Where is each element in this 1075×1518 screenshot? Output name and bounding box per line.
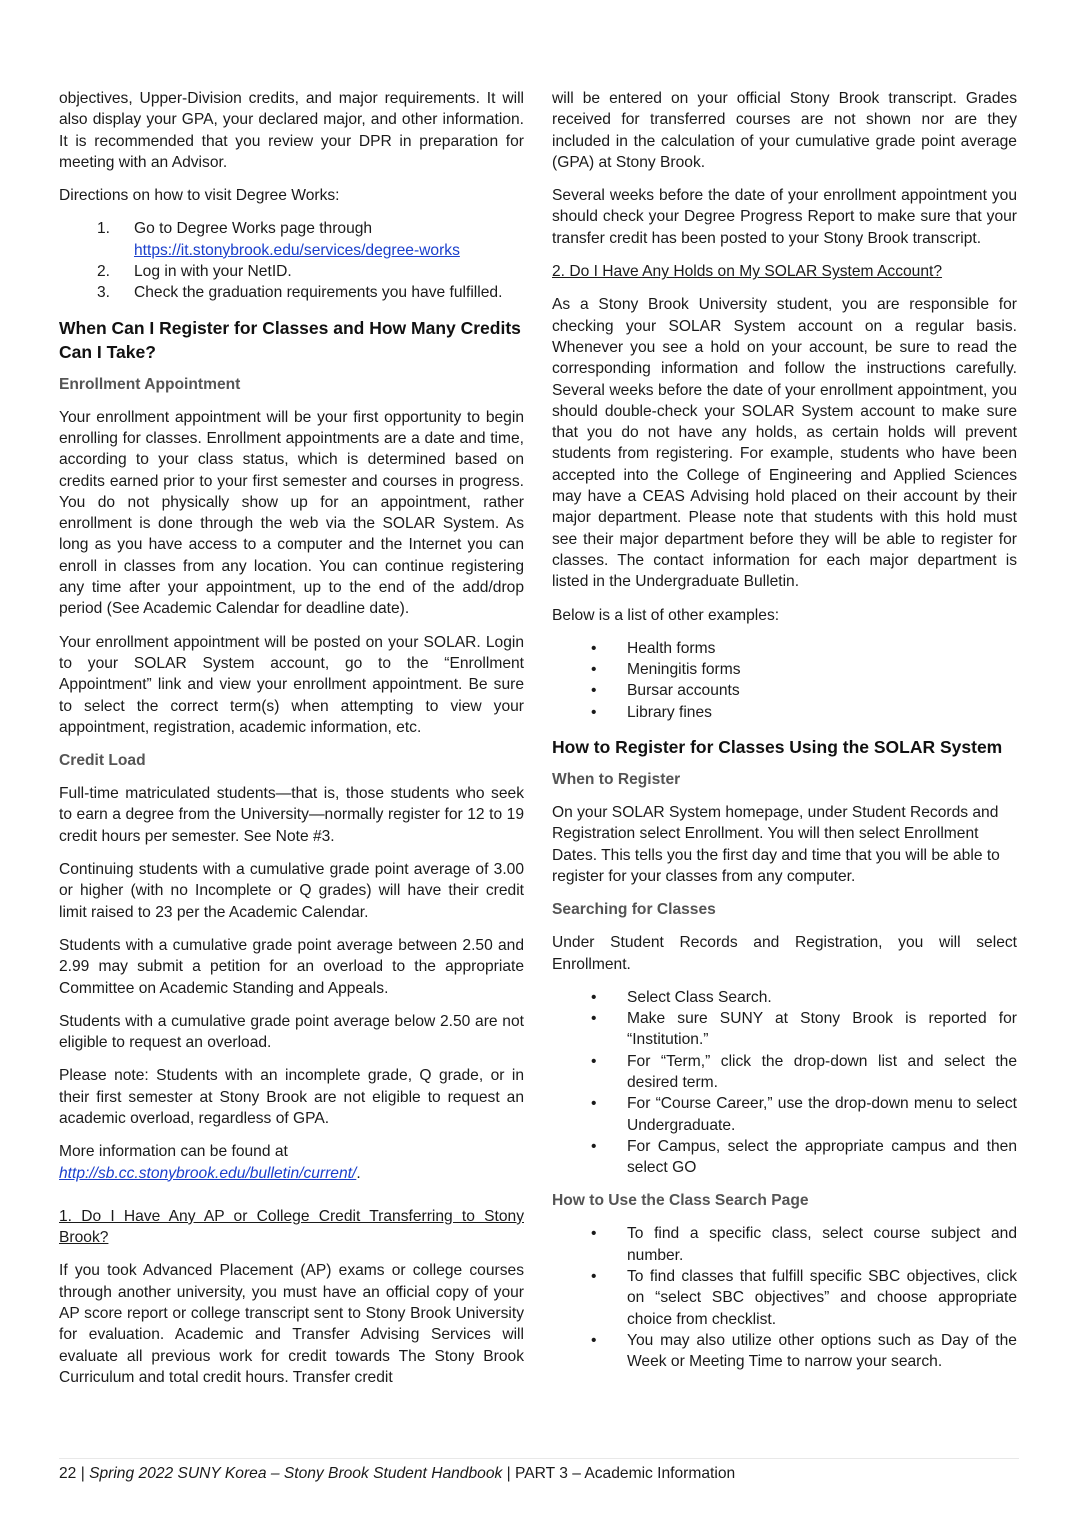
bullet-icon: • (591, 1225, 597, 1243)
list-item (552, 680, 1017, 701)
degree-works-link[interactable]: https://it.stonybrook.edu/services/degree-works (134, 241, 460, 259)
list-item-text: Bursar accounts (627, 682, 740, 700)
searching-classes-paragraph: Under Student Records and Registration, you will select Enrollment. (552, 934, 1017, 973)
ap-credit-heading: 1. Do I Have Any AP or College Credit Transferring to Stony Brook? (59, 1207, 524, 1247)
list-item-text: Select Class Search. (627, 988, 772, 1006)
ap-credit-paragraph: If you took Advanced Placement (AP) exams or college courses through another university, you must have an official copy of your AP score report or college transcript sent to Stony Brook University for evaluation. Academic and Transfer Advising Services will evaluate all previous work for credit towards The Stony Brook Curriculum and total credit hours. Transfer credit (59, 1262, 524, 1386)
bullet-icon: • (591, 1268, 597, 1286)
register-heading: When Can I Register for Classes and How Many Credits Can I Take? (59, 317, 521, 362)
bullet-icon: • (591, 639, 597, 657)
list-item (552, 1093, 1017, 1136)
handbook-title: Spring 2022 SUNY Korea – Stony Brook Student Handbook (89, 1465, 503, 1482)
credit-paragraph-4: Students with a cumulative grade point average below 2.50 are not eligible to request an overload. (59, 1012, 524, 1052)
page-footer (59, 1458, 1019, 1484)
page-number: 22 (59, 1465, 77, 1482)
more-info-text: More information can be found at (59, 1143, 288, 1161)
degree-works-directions: Directions on how to visit Degree Works: (59, 187, 340, 205)
dpr-check-paragraph: Several weeks before the date of your enrollment appointment you should check your Degree Progress Report to make sure that your transfer credit has been posted to your Stony Brook transcript. (552, 187, 1017, 247)
step-text: Go to Degree Works page through (134, 220, 373, 238)
holds-heading: 2. Do I Have Any Holds on My SOLAR System Account? (552, 263, 943, 281)
bullet-icon: • (591, 1095, 597, 1113)
left-column (59, 88, 524, 1400)
credit-paragraph-1: Full-time matriculated students—that is, those students who seek to earn a degree from the University—normally register for 12 to 19 credit hours per semester. See Note #3. (59, 785, 524, 845)
list-item (552, 659, 1017, 680)
step-text: Check the graduation requirements you have fulfilled. (134, 284, 503, 302)
list-item (552, 702, 1017, 723)
dpr-paragraph: objectives, Upper-Division credits, and major requirements. It will also display your GPA, your declared major, and other information. It is recommended that you review your DPR in preparation for meeting with an Advisor. (59, 90, 524, 171)
list-item-text: To find classes that fulfill specific SBC objectives, click on “select SBC objectives” and choose appropriate choice from checklist. (627, 1268, 1017, 1328)
bullet-icon: • (591, 661, 597, 679)
list-item-text: For Campus, select the appropriate campus and then select GO (627, 1137, 1017, 1177)
class-search-page-heading: How to Use the Class Search Page (552, 1192, 809, 1210)
list-item (552, 987, 1017, 1008)
enrollment-paragraph-1: Your enrollment appointment will be your first opportunity to begin enrolling for classes. Enrollment appointments are a date and time, according to your class status, which is determined based on credits earned prior to your first semester and courses in progress. You do not physically show up for an appointment, rather enrollment is done through the web via the SOLAR System. As long as you have access to a computer and the Internet you can enroll in classes from any location. You can continue registering any time after your appointment, up to the end of the add/drop period (See Academic Calendar for deadline date). (59, 408, 524, 618)
footer-separator: | (502, 1465, 516, 1482)
holds-paragraph: As a Stony Brook University student, you are responsible for checking your SOLAR System account on a regular basis. Whenever you see a hold on your account, be sure to read the corresponding information and follow the instructions carefully. Several weeks before the date of your enrollment appointment, you should double-check your SOLAR System account to make sure that you do not have any holds, as certain holds will prevent students from registering. For example, students who have been accepted into the College of Engineering and Applied Sciences may have a CEAS Advising hold placed on their account by their major department. Please note that students with this hold must see their major department before they will be able to register for classes. The contact information for each major department is listed in the Undergraduate Bulletin. (552, 296, 1017, 591)
more-info-paragraph (59, 1141, 524, 1184)
solar-register-heading: How to Register for Classes Using the SOLAR System (552, 737, 1003, 758)
list-item (552, 638, 1017, 659)
when-to-register-heading: When to Register (552, 771, 681, 789)
list-item (552, 1330, 1017, 1373)
searching-classes-heading: Searching for Classes (552, 901, 716, 919)
examples-intro: Below is a list of other examples: (552, 606, 780, 624)
bullet-icon: • (591, 1010, 597, 1028)
when-to-register-paragraph: On your SOLAR System homepage, under Student Records and Registration select Enrollment. You will then select Enrollment Dates. This tells you the first day and time that you will be able to register for your classes from any computer. (552, 804, 1000, 885)
step-item (59, 261, 524, 282)
step-text: Log in with your NetID. (134, 263, 292, 281)
credit-paragraph-5: Please note: Students with an incomplete grade, Q grade, or in their first semester at Stony Brook are not eligible to request an academic overload, regardless of GPA. (59, 1067, 524, 1127)
list-item-text: For “Term,” click the drop-down list and select the desired term. (627, 1052, 1017, 1091)
list-item-text: Health forms (627, 639, 716, 657)
credit-paragraph-3: Students with a cumulative grade point average between 2.50 and 2.99 may submit a petition for an overload to the appropriate Committee on Academic Standing and Appeals. (59, 936, 524, 997)
list-item-text: For “Course Career,” use the drop-down menu to select Undergraduate. (627, 1095, 1017, 1134)
credit-paragraph-2: Continuing students with a cumulative grade point average of 3.00 or higher (with no Incomplete or Q grades) will have their credit limit raised to 23 per the Academic Calendar. (59, 861, 524, 921)
step-item (59, 218, 524, 261)
enrollment-appointment-heading: Enrollment Appointment (59, 375, 241, 393)
list-item (552, 1223, 1017, 1266)
degree-works-steps (59, 218, 524, 303)
step-number: 2. (97, 263, 111, 281)
list-item-text: Make sure SUNY at Stony Brook is reported for “Institution.” (627, 1010, 1017, 1049)
bullet-icon: • (591, 1052, 597, 1070)
list-item (552, 1136, 1017, 1179)
enrollment-paragraph-2: Your enrollment appointment will be posted on your SOLAR. Login to your SOLAR System account, go to the “Enrollment Appointment” link and view your enrollment appointment. Be sure to select the correct term(s) when attempting to view your appointment, registration, academic information, etc. (59, 633, 524, 736)
list-item (552, 1008, 1017, 1051)
step-number: 3. (97, 284, 111, 302)
search-steps-list (552, 987, 1017, 1179)
right-column (552, 88, 1017, 1385)
step-number: 1. (97, 220, 111, 238)
bullet-icon: • (591, 1137, 597, 1155)
period: . (356, 1164, 361, 1182)
list-item-text: To find a specific class, select course subject and number. (627, 1225, 1017, 1264)
step-item (59, 282, 524, 303)
list-item-text: Library fines (627, 703, 712, 721)
bullet-icon: • (591, 1331, 597, 1349)
bulletin-link[interactable]: http://sb.cc.stonybrook.edu/bulletin/current/ (59, 1164, 357, 1182)
list-item-text: Meningitis forms (627, 661, 741, 679)
bullet-icon: • (591, 703, 597, 721)
examples-list (552, 638, 1017, 723)
use-steps-list (552, 1223, 1017, 1372)
transcript-paragraph: will be entered on your official Stony Brook transcript. Grades received for transferred courses are not shown nor are they included in the calculation of your cumulative grade point average (GPA) at Stony Brook. (552, 90, 1017, 171)
list-item (552, 1051, 1017, 1094)
credit-load-heading: Credit Load (59, 752, 146, 770)
bullet-icon: • (591, 988, 597, 1006)
footer-separator: | (76, 1465, 90, 1482)
part-title: PART 3 – Academic Information (515, 1465, 736, 1482)
bullet-icon: • (591, 682, 597, 700)
list-item (552, 1266, 1017, 1330)
list-item-text: You may also utilize other options such as Day of the Week or Meeting Time to narrow your search. (627, 1331, 1017, 1371)
